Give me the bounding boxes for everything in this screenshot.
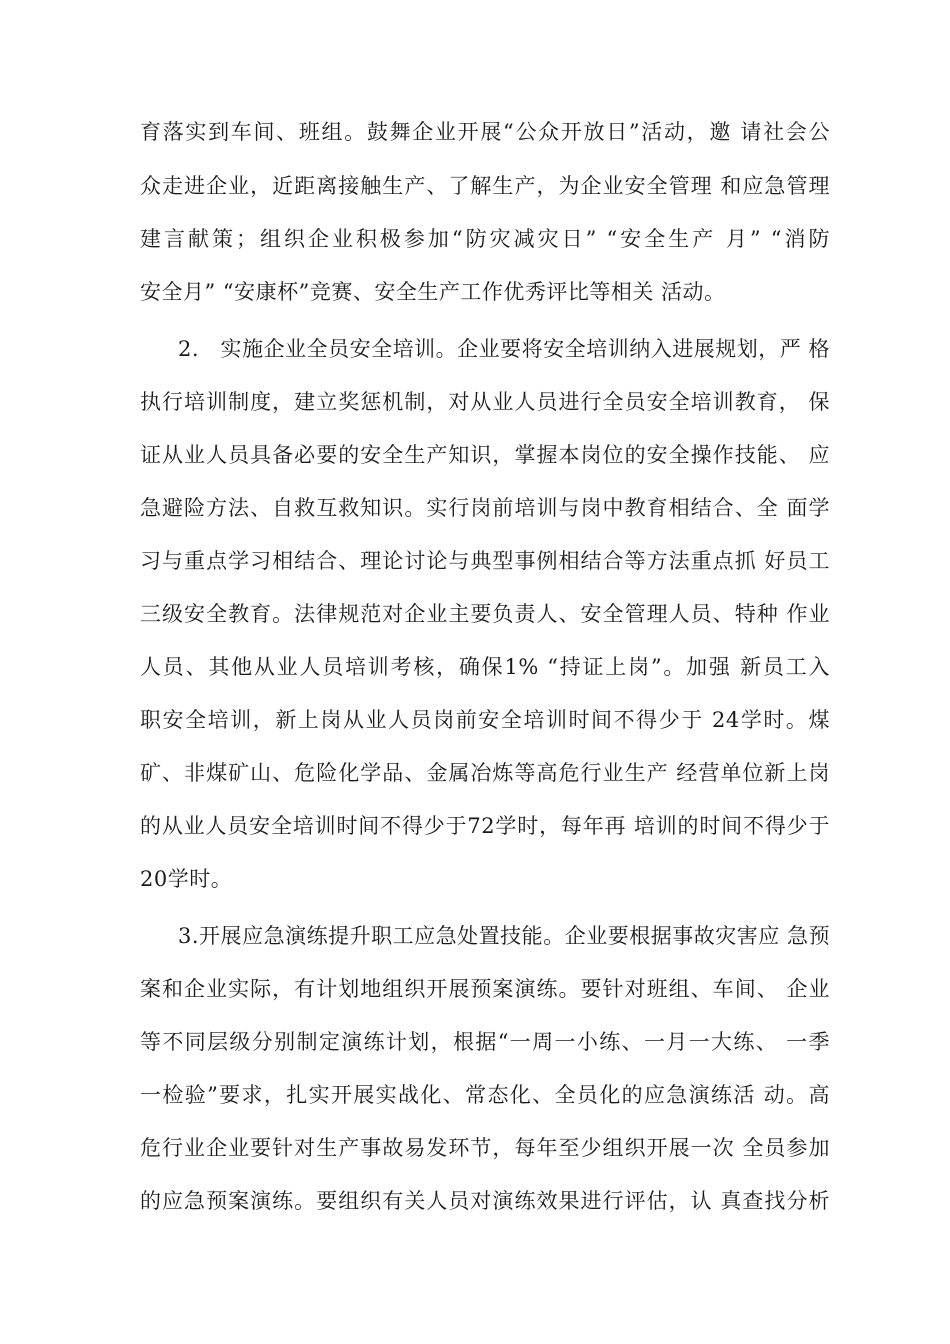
paragraph-1-line-3: 建言献策；组织企业积极参加“防灾减灾日” “安全生产 月” “消防: [140, 227, 830, 251]
paragraph-2-line-7: 人员、其他从业人员培训考核，确保1% “持证上岗”。加强 新员工入: [140, 655, 830, 679]
paragraph-2-line-11: 20学时。: [140, 867, 233, 891]
paragraph-2-line-10: 的从业人员安全培训时间不得少于72学时，每年再 培训的时间不得少于: [140, 814, 830, 838]
paragraph-3-line-5: 危行业企业要针对生产事故易发环节，每年至少组织开展一次 全员参加: [140, 1136, 830, 1160]
paragraph-2-line-2: 执行培训制度，建立奖惩机制，对从业人员进行全员安全培训教育， 保: [140, 390, 830, 414]
paragraph-1-line-4: 安全月” “安康杯”竞赛、安全生产工作优秀评比等相关 活动。: [140, 280, 726, 304]
paragraph-2-line-5: 习与重点学习相结合、理论讨论与典型事例相结合等方法重点抓 好员工: [140, 549, 830, 573]
paragraph-3-line-4: 一检验”要求，扎实开展实战化、常态化、全员化的应急演练活 动。高: [140, 1083, 830, 1107]
paragraph-2-line-1: 2. 实施企业全员安全培训。企业要将安全培训纳入进展规划，严 格: [178, 337, 830, 361]
paragraph-2-line-8: 职安全培训，新上岗从业人员岗前安全培训时间不得少于 24学时。煤: [140, 708, 830, 732]
paragraph-2-line-9: 矿、非煤矿山、危险化学品、金属冶炼等高危行业生产 经营单位新上岗: [140, 761, 830, 785]
paragraph-3-line-6: 的应急预案演练。要组织有关人员对演练效果进行评估，认 真查找分析: [140, 1189, 830, 1213]
paragraph-3-line-3: 等不同层级分别制定演练计划，根据“一周一小练、一月一大练、 一季: [140, 1030, 830, 1054]
paragraph-3-line-1: 3.开展应急演练提升职工应急处置技能。企业要根据事故灾害应 急预: [178, 924, 830, 948]
paragraph-2-line-6: 三级安全教育。法律规范对企业主要负责人、安全管理人员、特种 作业: [140, 602, 830, 626]
paragraph-1-line-2: 众走进企业，近距离接触生产、了解生产，为企业安全管理 和应急管理: [140, 174, 830, 198]
paragraph-2-line-4: 急避险方法、自救互救知识。实行岗前培训与岗中教育相结合、全 面学: [140, 496, 830, 520]
paragraph-2-line-3: 证从业人员具备必要的安全生产知识，掌握本岗位的安全操作技能、 应: [140, 443, 830, 467]
paragraph-1-line-1: 育落实到车间、班组。鼓舞企业开展“公众开放日”活动，邀 请社会公: [140, 120, 830, 144]
paragraph-3-line-2: 案和企业实际，有计划地组织开展预案演练。要针对班组、车间、 企业: [140, 977, 830, 1001]
